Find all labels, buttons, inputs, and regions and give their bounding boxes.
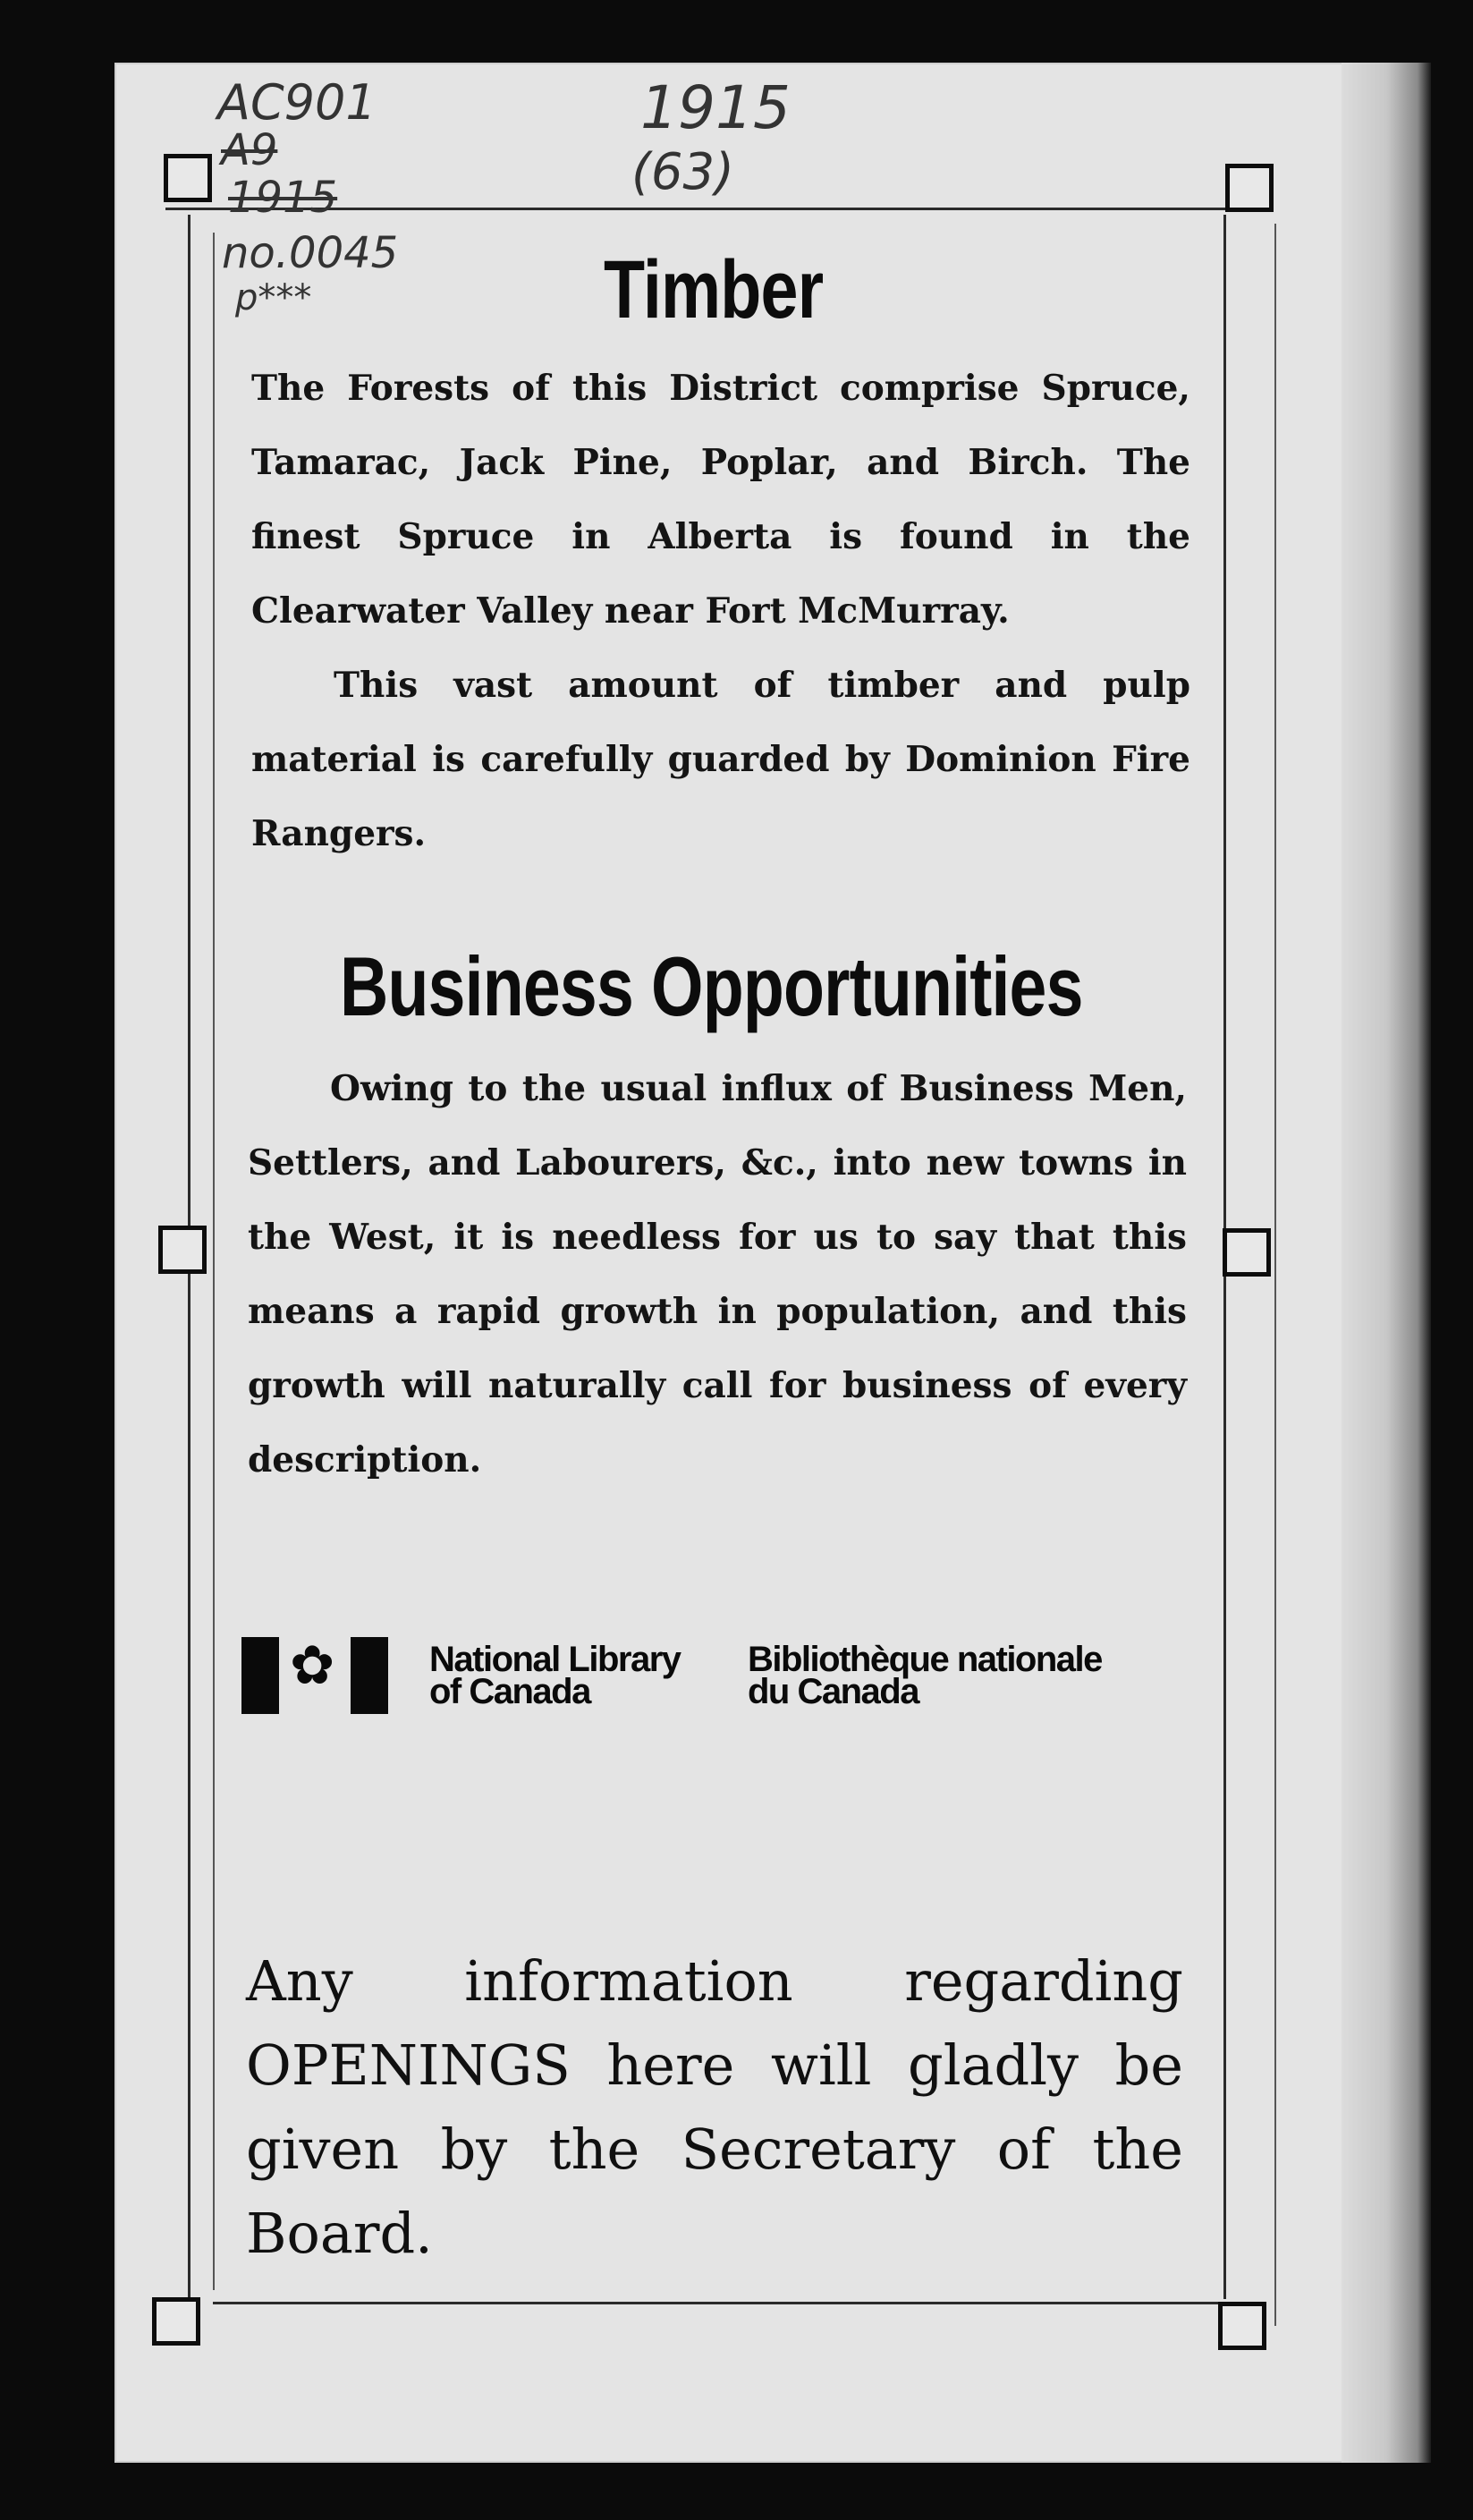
registration-mark-top-right: [1225, 164, 1274, 212]
call-number-line-4: no.0045: [222, 228, 399, 278]
library-name-french-2: du Canada: [748, 1672, 919, 1711]
business-paragraph: Owing to the usual influx of Business Men, Settlers, and Labourers, &c., into new towns in the West, it is needless for us to say that this means a rapid growth in population, and this growth will naturally call for business of every description.: [248, 1068, 1187, 1481]
frame-inner-left-line: [213, 233, 215, 2290]
registration-mark-bottom-right: [1218, 2302, 1266, 2350]
frame-bottom-line: [213, 2302, 1223, 2304]
library-name-english-2: of Canada: [429, 1672, 590, 1711]
frame-outer-right-line: [1274, 224, 1276, 2326]
date-number: (63): [631, 143, 734, 201]
flag-left-bar-icon: [241, 1637, 279, 1714]
page-edge-shadow: [1342, 63, 1431, 2463]
call-number-line-1: AC901: [217, 74, 377, 131]
date-year: 1915: [640, 73, 791, 142]
closing-statement: Any information regarding OPENINGS here will gladly be given by the Secretary of the Board.: [246, 1948, 1183, 2266]
call-number-line-5: p***: [235, 277, 312, 318]
registration-mark-top-left: [164, 154, 212, 202]
business-heading: Business Opportunities: [340, 939, 1083, 1033]
timber-paragraph-1: The Forests of this District comprise Spruce, Tamarac, Jack Pine, Poplar, and Birch. The finest Spruce in Alberta is found in the Clearwater Valley near Fort McMurray.: [251, 368, 1190, 632]
registration-mark-middle-left: [158, 1226, 207, 1274]
registration-mark-bottom-left: [152, 2297, 200, 2346]
library-name-english-1: National Library: [429, 1640, 681, 1679]
flag-right-bar-icon: [351, 1637, 388, 1714]
call-number-line-2: A9: [221, 125, 278, 175]
maple-leaf-icon: ✿: [290, 1634, 335, 1697]
call-number-line-3: 1915: [228, 173, 338, 223]
timber-heading: Timber: [604, 244, 824, 335]
timber-paragraph-2: This vast amount of timber and pulp material is carefully guarded by Dominion Fire Rangers.: [251, 665, 1190, 854]
library-name-french-1: Bibliothèque nationale: [748, 1640, 1102, 1679]
timber-text: [251, 352, 1190, 871]
registration-mark-middle-right: [1223, 1228, 1271, 1277]
